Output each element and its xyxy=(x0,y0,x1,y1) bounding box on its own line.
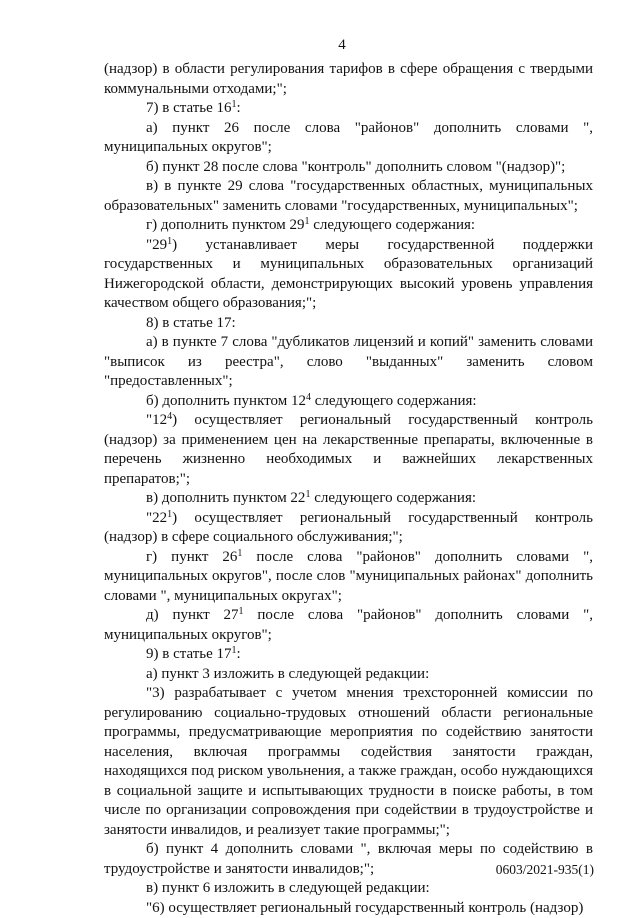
paragraph xyxy=(104,99,593,119)
paragraph-text: 8) в статье 17: xyxy=(146,315,236,331)
paragraph-text: "12 xyxy=(146,412,167,428)
paragraph-text: "22 xyxy=(146,510,167,526)
paragraph-text: в) пункт 6 изложить в следующей редакции: xyxy=(146,880,430,896)
paragraph xyxy=(104,606,593,645)
paragraph-text: ) осуществляет региональный государственный контроль (надзор) в сфере социального обслуживания;"; xyxy=(104,510,593,546)
document-body xyxy=(104,60,593,918)
paragraph xyxy=(104,645,593,665)
paragraph-text: "3) разрабатывает с учетом мнения трехсторонней комиссии по регулированию социально-трудовых отношений области региональные программы, предусматривающие мероприятия по содействию занятости населения, включая программы содействия занятости граждан, находящихся под риском увольнения, а также граждан, особо нуждающихся в социальной защите и испытывающих трудности в поиске работы, в том числе по организации сопровождения при содействии в трудоустройстве и занятости инвалидов, и реализует такие программы;"; xyxy=(104,685,593,838)
paragraph xyxy=(104,411,593,489)
superscript: 1 xyxy=(305,489,310,500)
paragraph-text: б) дополнить пунктом 12 xyxy=(146,393,306,409)
paragraph xyxy=(104,333,593,392)
superscript: 1 xyxy=(232,99,237,110)
paragraph xyxy=(104,548,593,607)
paragraph xyxy=(104,158,593,178)
paragraph-text: г) пункт 26 xyxy=(146,549,237,565)
document-code: 0603/2021-935(1) xyxy=(496,860,594,880)
paragraph xyxy=(104,119,593,158)
paragraph-text: а) пункт 3 изложить в следующей редакции: xyxy=(146,666,429,682)
paragraph-text: в) дополнить пунктом 22 xyxy=(146,490,305,506)
superscript: 1 xyxy=(237,548,242,559)
superscript: 4 xyxy=(306,392,311,403)
superscript: 4 xyxy=(167,411,172,422)
paragraph-text: б) пункт 4 дополнить словами ", включая меры по содействию в трудоустройстве и занятости инвалидов;"; xyxy=(104,841,593,877)
paragraph-text: 9) в статье 17 xyxy=(146,646,232,662)
paragraph-text: д) пункт 27 xyxy=(146,607,239,623)
superscript: 1 xyxy=(167,509,172,520)
paragraph xyxy=(104,665,593,685)
paragraph-text: после слова "районов" дополнить словами ", муниципальных округов"; xyxy=(104,607,593,643)
paragraph-text: следующего содержания: xyxy=(310,490,476,506)
paragraph-text: (надзор) в области регулирования тарифов в сфере обращения с твердыми коммунальными отходами;"; xyxy=(104,61,593,97)
paragraph xyxy=(104,236,593,314)
paragraph-text: : xyxy=(237,100,241,116)
superscript: 1 xyxy=(239,606,244,617)
paragraph xyxy=(104,684,593,840)
paragraph-text: "6) осуществляет региональный государственный контроль (надзор) xyxy=(146,900,583,916)
paragraph xyxy=(104,177,593,216)
paragraph-text: а) пункт 26 после слова "районов" дополнить словами ", муниципальных округов"; xyxy=(104,120,593,156)
paragraph-text: после слова "районов" дополнить словами ", муниципальных округов", после слов "муниципальных районах" дополнить словами ", муниципальных округах"; xyxy=(104,549,593,604)
paragraph-text: а) в пункте 7 слова "дубликатов лицензий и копий" заменить словами "выписок из реестра", слово "выданных" заменить словом "предоставленных"; xyxy=(104,334,593,389)
page-number: 4 xyxy=(22,36,640,56)
paragraph xyxy=(104,489,593,509)
paragraph xyxy=(104,879,593,899)
superscript: 1 xyxy=(167,236,172,247)
paragraph-text: ) осуществляет региональный государственный контроль (надзор) за применением цен на лекарственные препараты, включенные в перечень жизненно необходимых и важнейших лекарственных препаратов;"; xyxy=(104,412,593,487)
paragraph-text: "29 xyxy=(146,237,167,253)
paragraph xyxy=(104,509,593,548)
paragraph xyxy=(104,216,593,236)
paragraph-text: б) пункт 28 после слова "контроль" дополнить словом "(надзор)"; xyxy=(146,159,565,175)
paragraph-text: в) в пункте 29 слова "государственных областных, муниципальных образовательных" заменить словами "государственных, муниципальных"; xyxy=(104,178,593,214)
superscript: 1 xyxy=(232,645,237,656)
paragraph xyxy=(104,60,593,99)
paragraph-text: 7) в статье 16 xyxy=(146,100,232,116)
paragraph xyxy=(104,899,593,918)
paragraph-text: г) дополнить пунктом 29 xyxy=(146,217,305,233)
paragraph-text: ) устанавливает меры государственной поддержки государственных и муниципальных образовательных организаций Нижегородской области, демонстрирующих высокий уровень управления качеством общего образования;"; xyxy=(104,237,593,312)
paragraph-text: следующего содержания: xyxy=(310,217,476,233)
superscript: 1 xyxy=(305,216,310,227)
paragraph xyxy=(104,392,593,412)
paragraph-text: : xyxy=(237,646,241,662)
paragraph-text: следующего содержания: xyxy=(311,393,477,409)
paragraph xyxy=(104,314,593,334)
